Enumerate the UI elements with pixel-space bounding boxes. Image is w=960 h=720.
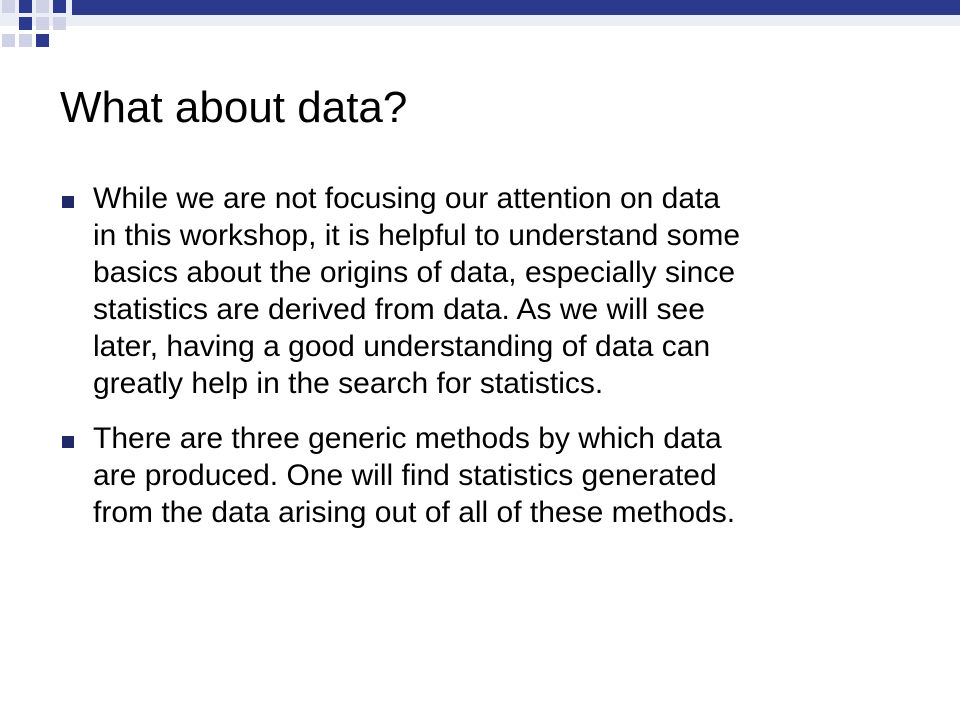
header-square [2, 34, 15, 47]
header-square [2, 0, 15, 13]
bullet-list [60, 180, 920, 549]
header-square [19, 17, 32, 30]
bullet-text: There are three generic methods by which data are produced. One will find statistics generated from the data arising out of all of these methods. [93, 422, 736, 529]
header-square [53, 0, 66, 13]
header-square [53, 17, 66, 30]
square-bullet-icon [62, 436, 74, 448]
header-square [36, 0, 49, 13]
header-decoration [0, 0, 960, 50]
header-square [36, 34, 49, 47]
header-square [19, 0, 32, 13]
bullet-item [60, 420, 920, 531]
slide-title: What about data? [60, 83, 408, 132]
bullet-text: While we are not focusing our attention on data in this workshop, it is helpful to understand some basics about the origins of data, especially since statistics are derived from data. As we will see later, having a good understanding of data can greatly help in the search for statistics. [93, 182, 741, 400]
square-bullet-icon [62, 196, 74, 208]
header-square [19, 34, 32, 47]
bullet-item [60, 180, 920, 402]
header-band-dark [72, 0, 960, 15]
header-square [36, 17, 49, 30]
